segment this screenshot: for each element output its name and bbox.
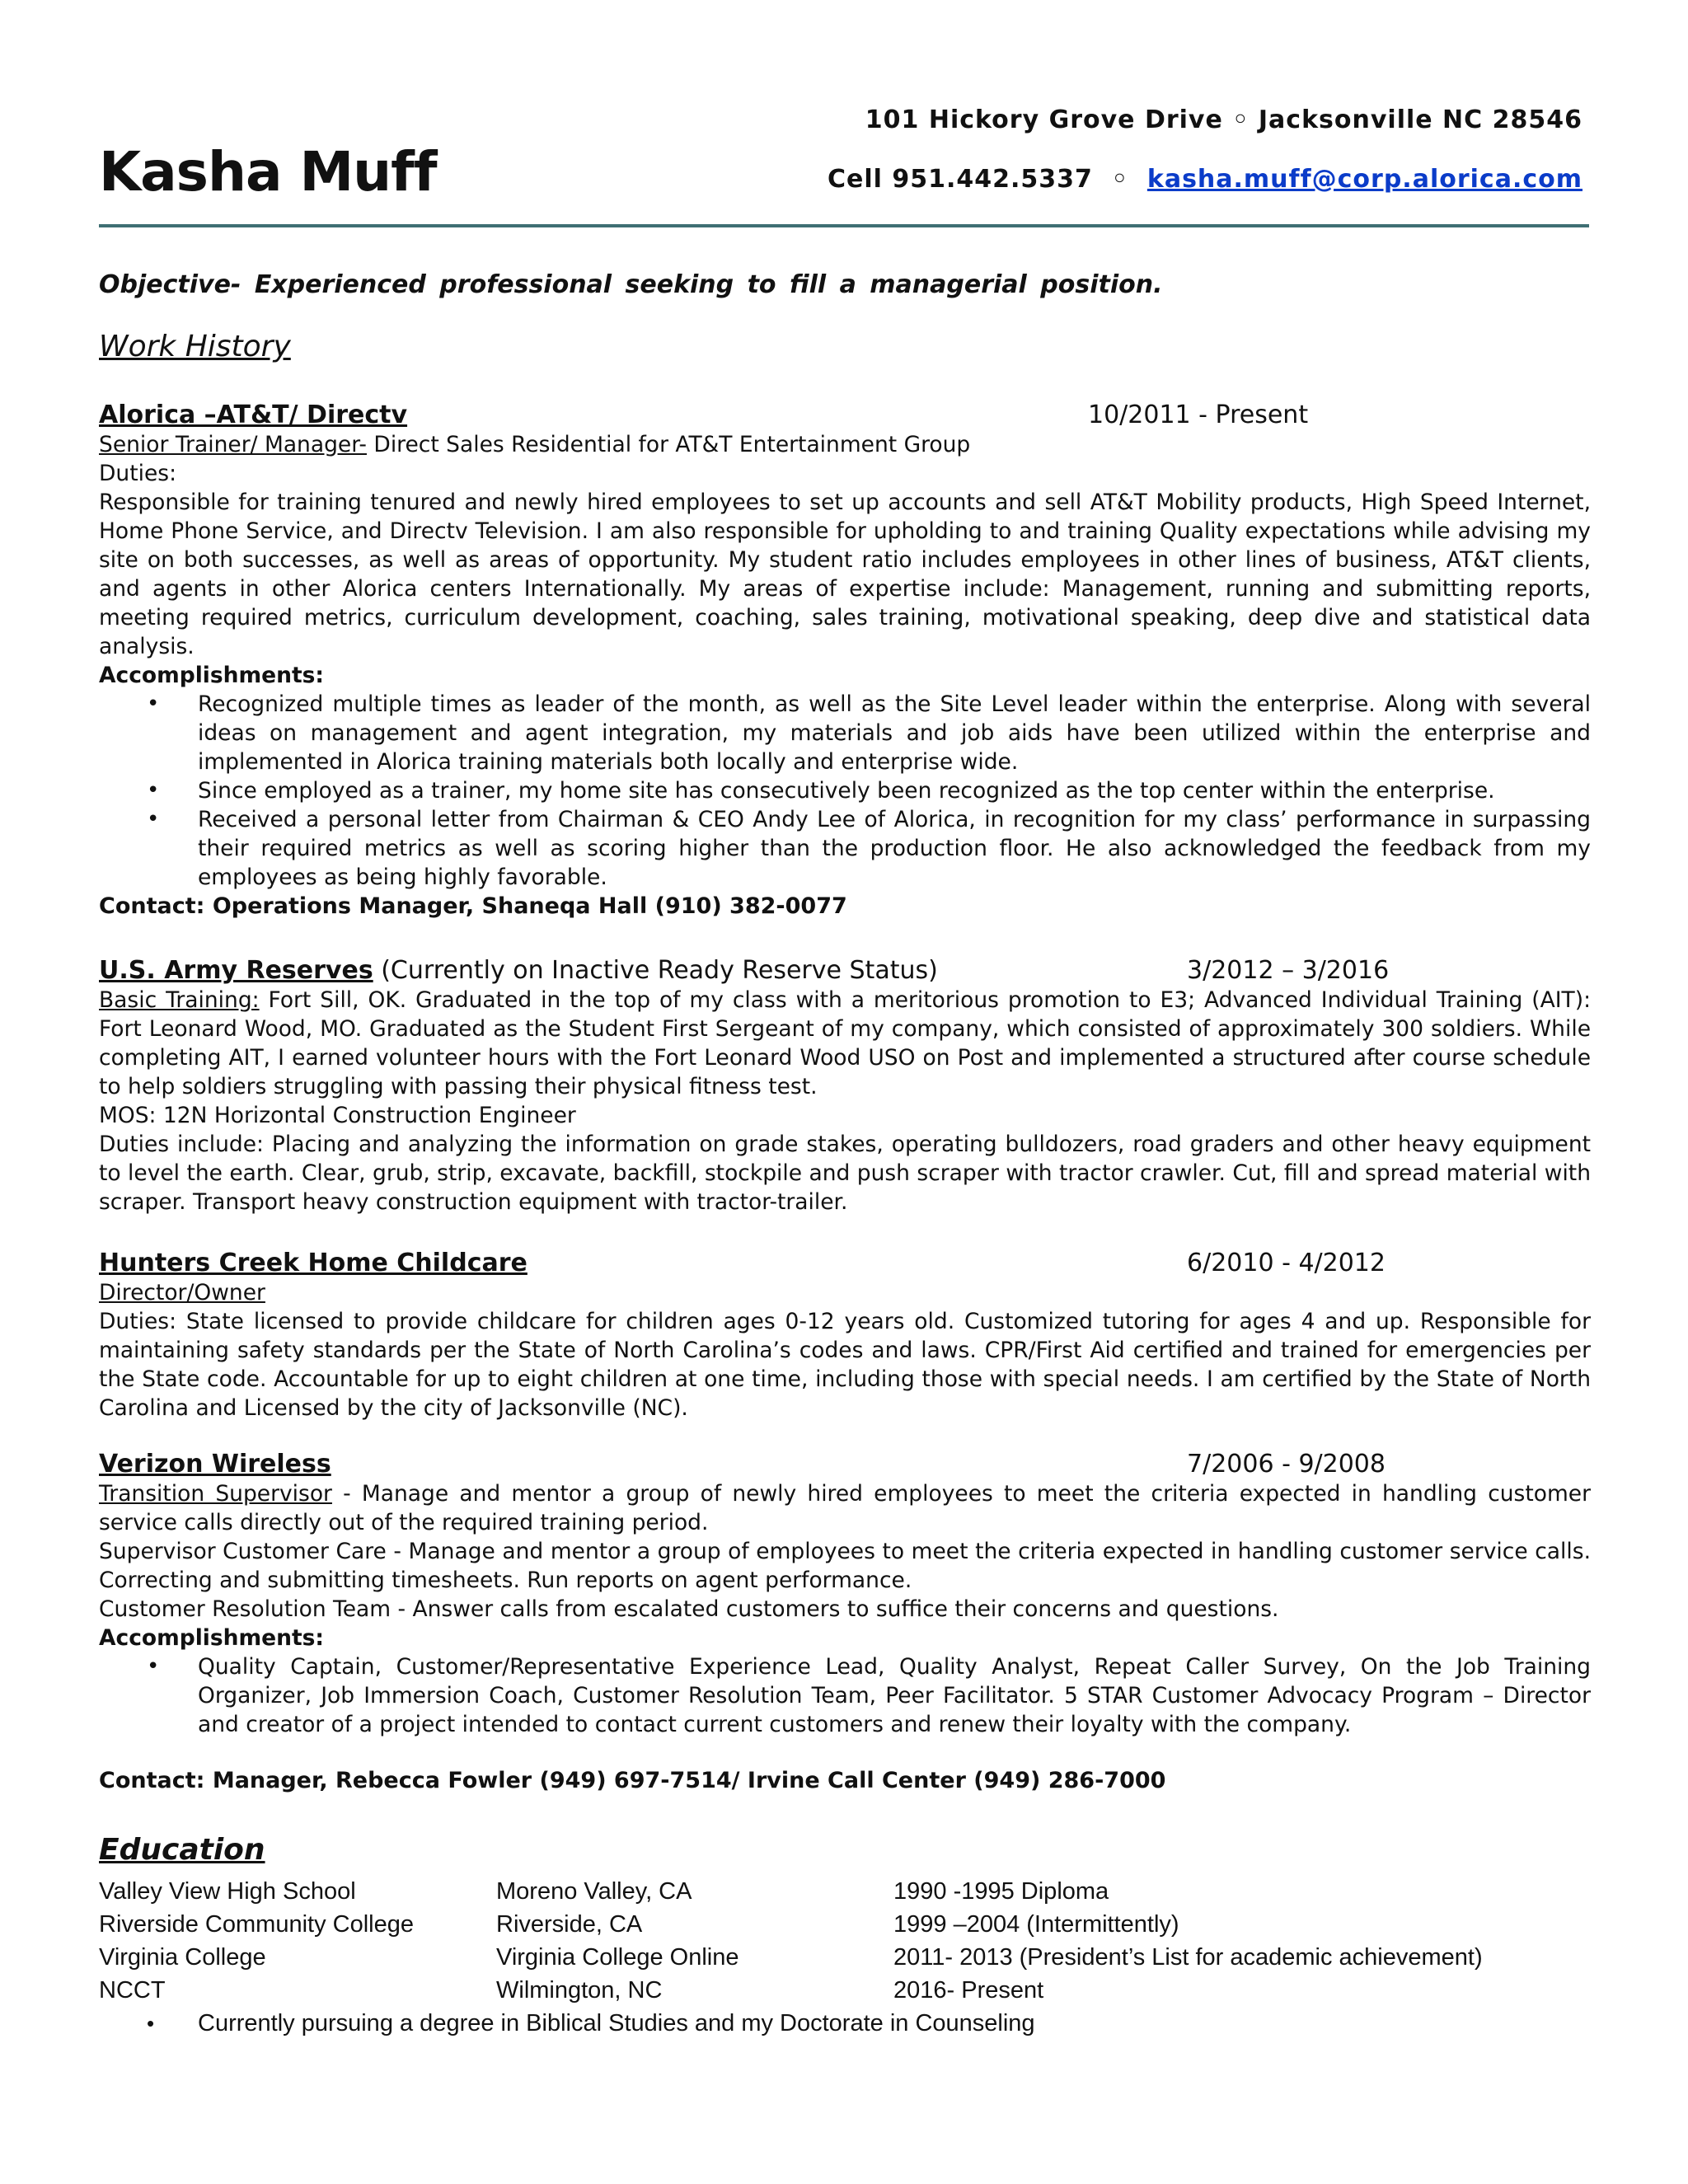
school-detail: 1999 –2004 (Intermittently) xyxy=(893,1911,1179,1938)
header-divider xyxy=(99,224,1589,227)
job-header xyxy=(99,1450,1591,1479)
list-item: • Received a personal letter from Chairman & CEO Andy Lee of Alorica, in recognition for my class’ performance in surpassing their required metrics as well as scoring higher than the production floor. He also acknowledged the feedback from my employees as being highly favorable. xyxy=(198,805,1591,892)
applicant-name: Kasha Muff xyxy=(99,140,437,204)
job-title: Senior Trainer/ Manager- Direct Sales Residential for AT&T Entertainment Group xyxy=(99,432,971,457)
job-alorica xyxy=(99,401,1591,921)
education-row xyxy=(99,1974,1591,2007)
list-item: • Recognized multiple times as leader of the month, as well as the Site Level leader within the enterprise. Along with several ideas on management and agent integration, my materials and job aids have been utilized within the enterprise and implemented in Alorica training materials both locally and enterprise wide. xyxy=(198,690,1591,776)
job-dates: 10/2011 - Present xyxy=(1088,401,1309,429)
school-name: Valley View High School xyxy=(99,1878,356,1905)
job-contact: Contact: Operations Manager, Shaneqa Hall (910) 382-0077 xyxy=(99,893,847,919)
email-link[interactable]: kasha.muff@corp.alorica.com xyxy=(1146,165,1582,194)
company-name: Alorica –AT&T/ Directv xyxy=(99,401,408,429)
school-name: NCCT xyxy=(99,1977,166,2004)
job-header xyxy=(99,956,1591,986)
school-detail: 2011- 2013 (President’s List for academic achievement) xyxy=(893,1944,1483,1971)
mos-text: MOS: 12N Horizontal Construction Engineer xyxy=(99,1103,576,1128)
school-location: Wilmington, NC xyxy=(496,1977,663,2004)
job-dates: 6/2010 - 4/2012 xyxy=(1187,1249,1386,1277)
separator: ◦ xyxy=(1111,165,1128,194)
accomplishments-list xyxy=(198,1652,1591,1739)
duties-label: Duties: xyxy=(99,461,176,486)
list-item: • Currently pursuing a degree in Biblical Studies and my Doctorate in Counseling xyxy=(198,2007,1591,2040)
company-name: Verizon Wireless xyxy=(99,1450,331,1479)
education-row xyxy=(99,1908,1591,1941)
job-army-reserves xyxy=(99,956,1591,1216)
job-verizon xyxy=(99,1450,1591,1795)
supervisor-text: Supervisor Customer Care - Manage and mentor a group of employees to meet the criteria expected in handling customer service calls. Correcting and submitting timesheets. Run reports on agent performance. xyxy=(99,1539,1591,1593)
cell-phone: Cell 951.442.5337 xyxy=(827,165,1093,194)
job-note: (Currently on Inactive Ready Reserve Status) xyxy=(373,956,938,985)
job-dates: 7/2006 - 9/2008 xyxy=(1187,1450,1386,1479)
job-title: Director/Owner xyxy=(99,1280,265,1305)
education-row xyxy=(99,1875,1591,1908)
education-notes xyxy=(198,2007,1591,2040)
training-text: Basic Training: Fort Sill, OK. Graduated in the top of my class with a meritorious promotion to E3; Advanced Individual Training (AIT): Fort Leonard Wood, MO. Graduated as the Student First Sergeant of my company, which consisted of approximately 300 soldiers. While completing AIT, I earned volunteer hours with the Fort Leonard Wood USO on Post and implemented a structured after course schedule to help soldiers struggling with passing their physical fitness test. xyxy=(99,987,1592,1099)
job-header xyxy=(99,1249,1591,1278)
duties-text: Responsible for training tenured and newly hired employees to set up accounts and sell AT&T Mobility products, High Speed Internet, Home Phone Service, and Directv Television. I am also responsible for upholding to and training Quality expectations while advising my site on both successes, as well as areas of opportunity. My student ratio includes employees in other lines of business, AT&T clients, and agents in other Alorica centers Internationally. My areas of expertise include: Management, running and submitting reports, meeting required metrics, curriculum development, coaching, sales training, motivational speaking, deep dive and statistical data analysis. xyxy=(99,490,1591,659)
job-contact: Contact: Manager, Rebecca Fowler (949) 697-7514/ Irvine Call Center (949) 286-7000 xyxy=(99,1768,1166,1793)
company-name: Hunters Creek Home Childcare xyxy=(99,1249,528,1277)
resolution-text: Customer Resolution Team - Answer calls from escalated customers to suffice their concerns and questions. xyxy=(99,1596,1279,1622)
list-item: • Quality Captain, Customer/Representative Experience Lead, Quality Analyst, Repeat Caller Survey, On the Job Training Organizer, Job Immersion Coach, Customer Resolution Team, Peer Facilitator. 5 STAR Customer Advocacy Program – Director and creator of a project intended to contact current customers and renew their loyalty with the company. xyxy=(198,1652,1591,1739)
transition-text: Transition Supervisor - Manage and mentor a group of newly hired employees to meet the criteria expected in handling customer service calls directly out of the required training period. xyxy=(99,1481,1591,1535)
education-heading: Education xyxy=(99,1833,265,1867)
company-name: U.S. Army Reserves xyxy=(99,956,373,985)
work-history-heading: Work History xyxy=(99,330,291,363)
list-item: • Since employed as a trainer, my home site has consecutively been recognized as the top center within the enterprise. xyxy=(198,776,1591,805)
job-hunters-creek xyxy=(99,1249,1591,1422)
school-detail: 1990 -1995 Diploma xyxy=(893,1878,1109,1905)
duties-text: Duties include: Placing and analyzing the information on grade stakes, operating bulldozers, road graders and other heavy equipment to level the earth. Clear, grub, strip, excavate, backfill, stockpile and push scraper with tractor crawler. Cut, fill and spread material with scraper. Transport heavy construction equipment with tractor-trailer. xyxy=(99,1132,1591,1215)
accomplishments-list xyxy=(198,690,1591,892)
accomplishments-label: Accomplishments: xyxy=(99,663,325,688)
education-row xyxy=(99,1941,1591,1974)
school-name: Virginia College xyxy=(99,1944,266,1971)
job-dates: 3/2012 – 3/2016 xyxy=(1187,956,1390,985)
objective: Objective- Experienced professional seeking to fill a managerial position. xyxy=(99,270,1163,299)
school-name: Riverside Community College xyxy=(99,1911,414,1938)
job-header xyxy=(99,401,1591,430)
duties-text: Duties: State licensed to provide childcare for children ages 0-12 years old. Customized tutoring for ages 4 and up. Responsible for maintaining safety standards per the State of North Carolina’s codes and laws. CPR/First Aid certified and trained for emergencies per the State code. Accountable for up to eight children at one time, including those with special needs. I am certified by the State of North Carolina and Licensed by the city of Jacksonville (NC). xyxy=(99,1309,1591,1421)
school-detail: 2016- Present xyxy=(893,1977,1044,2004)
school-location: Virginia College Online xyxy=(496,1944,739,1971)
accomplishments-label: Accomplishments: xyxy=(99,1625,325,1651)
contact-line xyxy=(828,165,1582,194)
school-location: Riverside, CA xyxy=(496,1911,643,1938)
education-table xyxy=(99,1875,1591,2040)
school-location: Moreno Valley, CA xyxy=(496,1878,692,1905)
address: 101 Hickory Grove Drive ◦ Jacksonville NC 28546 xyxy=(865,105,1582,134)
